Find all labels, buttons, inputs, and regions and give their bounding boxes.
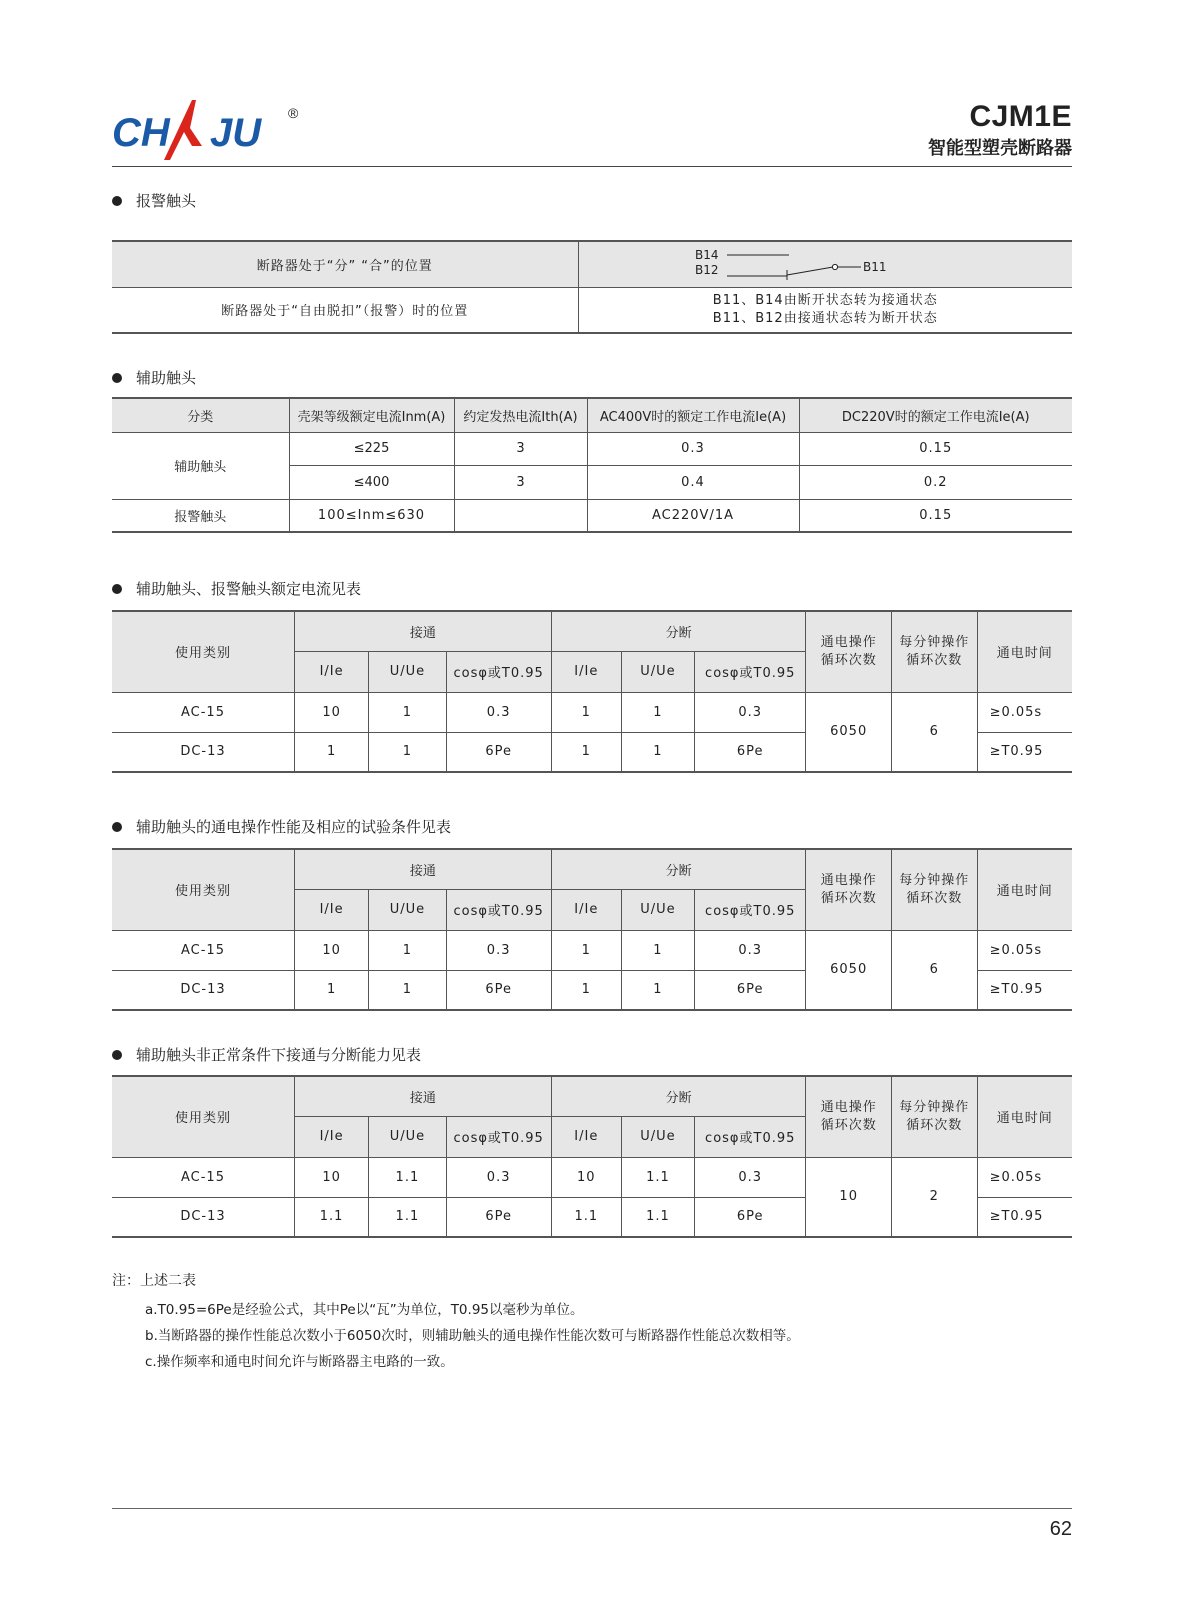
cell: 0.15	[799, 432, 1072, 465]
section-heading-aux: 辅助触头	[112, 367, 196, 388]
cell: 0.3	[695, 692, 806, 732]
cell: 1.1	[369, 1157, 446, 1197]
cell: 6Pe	[695, 732, 806, 772]
note-b: b.当断路器的操作性能总次数小于6050次时，则辅助触头的通电操作性能次数可与断路器作性能总次数相等。	[145, 1328, 800, 1344]
bullet-icon	[112, 196, 122, 206]
subheader-0: I/Ie	[295, 889, 369, 930]
col-time: 通电时间	[977, 611, 1072, 692]
per-minute-value: 6	[891, 930, 977, 1010]
subheader-1: U/Ue	[369, 889, 446, 930]
cell: 0.3	[446, 930, 551, 970]
cell: 0.3	[446, 1157, 551, 1197]
cell: 3	[454, 465, 587, 499]
cell: 报警触头	[112, 499, 289, 532]
subheader-2: cosφ或T0.95	[446, 889, 551, 930]
cell: ≤400	[289, 465, 454, 499]
table-row	[112, 432, 1072, 465]
cell: 1.1	[621, 1157, 694, 1197]
cell: 6Pe	[695, 970, 806, 1010]
aux-current-table	[112, 397, 1072, 533]
terminal-b14: B14	[695, 248, 719, 263]
alarm-row-open-close	[112, 241, 1072, 287]
col-per-minute: 每分钟操作循环次数	[891, 1076, 977, 1157]
note-a: a.T0.95=6Pe是经验公式，其中Pe以“瓦”为单位，T0.95以毫秒为单位。	[145, 1302, 584, 1318]
col-category: 使用类别	[112, 611, 295, 692]
state-change-line-1: B11、B14由断开状态转为接通状态	[712, 292, 938, 308]
time-value: ≥0.05s	[977, 930, 1072, 970]
col-time: 通电时间	[977, 1076, 1072, 1157]
header-row	[112, 849, 1072, 889]
cell: 1	[551, 970, 621, 1010]
performance-table	[112, 1075, 1072, 1238]
cell: 1.1	[295, 1197, 369, 1237]
notes-title: 注：上述二表	[112, 1273, 196, 1289]
col-cycles: 通电操作循环次数	[806, 611, 892, 692]
cell: AC-15	[112, 692, 295, 732]
table-row	[112, 1157, 1072, 1197]
cell: 10	[551, 1157, 621, 1197]
product-name: 智能型塑壳断路器	[928, 138, 1072, 159]
col-frame-current: 壳架等级额定电流Inm(A)	[289, 398, 454, 432]
subheader-1: U/Ue	[369, 1116, 446, 1157]
col-cycles: 通电操作循环次数	[806, 1076, 892, 1157]
per-minute-value: 2	[891, 1157, 977, 1237]
cell: 1	[551, 692, 621, 732]
cell: 1.1	[369, 1197, 446, 1237]
alarm-trip-label: 断路器处于“自由脱扣”（报警）时的位置	[112, 287, 578, 333]
cell: 1	[621, 732, 694, 772]
section-heading-table-2: 辅助触头的通电操作性能及相应的试验条件见表	[112, 816, 451, 837]
note-c: c.操作频率和通电时间允许与断路器主电路的一致。	[145, 1354, 454, 1370]
per-minute-value: 6	[891, 692, 977, 772]
subheader-5: cosφ或T0.95	[695, 651, 806, 692]
state-change-line-2: B11、B12由接通状态转为断开状态	[712, 310, 938, 326]
cell: DC-13	[112, 732, 295, 772]
logo-text-ju: JU	[210, 111, 262, 155]
cell: 6Pe	[446, 1197, 551, 1237]
cell: DC-13	[112, 970, 295, 1010]
section-heading-table-1: 辅助触头、报警触头额定电流见表	[112, 578, 361, 599]
col-category: 使用类别	[112, 1076, 295, 1157]
cell: 0.2	[799, 465, 1072, 499]
col-thermal-current: 约定发热电流Ith(A)	[454, 398, 587, 432]
alarm-position-label: 断路器处于“分” “合”的位置	[112, 241, 578, 287]
cell: 10	[295, 1157, 369, 1197]
col-category: 分类	[112, 398, 289, 432]
subheader-2: cosφ或T0.95	[446, 1116, 551, 1157]
cell: 6Pe	[446, 970, 551, 1010]
cell: AC220V/1A	[587, 499, 799, 532]
cell: 1	[621, 930, 694, 970]
cell: 1	[369, 970, 446, 1010]
performance-table	[112, 848, 1072, 1011]
cell: 1	[621, 970, 694, 1010]
cell: 1	[621, 692, 694, 732]
aux-group-label: 辅助触头	[112, 432, 289, 499]
chaju-logo	[112, 98, 307, 168]
cell: 0.3	[446, 692, 551, 732]
cell: AC-15	[112, 1157, 295, 1197]
cell: 10	[295, 692, 369, 732]
header-row	[112, 1076, 1072, 1116]
footer-divider	[112, 1508, 1072, 1509]
col-dc220-current: DC220V时的额定工作电流Ie(A)	[799, 398, 1072, 432]
contact-diagram-cell	[578, 241, 1072, 287]
section-heading-table-3: 辅助触头非正常条件下接通与分断能力见表	[112, 1044, 421, 1065]
time-value: ≥T0.95	[977, 732, 1072, 772]
bullet-icon	[112, 1050, 122, 1060]
bullet-icon	[112, 373, 122, 383]
subheader-4: U/Ue	[621, 889, 694, 930]
header-row	[112, 611, 1072, 651]
col-group-break: 分断	[551, 1076, 806, 1116]
col-per-minute: 每分钟操作循环次数	[891, 611, 977, 692]
col-category: 使用类别	[112, 849, 295, 930]
bullet-icon	[112, 822, 122, 832]
cell: 6Pe	[695, 1197, 806, 1237]
time-value: ≥0.05s	[977, 692, 1072, 732]
cell: 1	[369, 732, 446, 772]
cell: 0.3	[587, 432, 799, 465]
time-value: ≥T0.95	[977, 1197, 1072, 1237]
cell	[454, 499, 587, 532]
cell: DC-13	[112, 1197, 295, 1237]
cell: 1	[551, 930, 621, 970]
subheader-0: I/Ie	[295, 1116, 369, 1157]
contact-diagram	[695, 245, 955, 283]
cell: ≤225	[289, 432, 454, 465]
cell: 6Pe	[446, 732, 551, 772]
alarm-state-change	[578, 287, 1072, 333]
cell: AC-15	[112, 930, 295, 970]
cycles-value: 10	[806, 1157, 892, 1237]
terminal-b11: B11	[863, 260, 887, 275]
page-number: 62	[1049, 1518, 1072, 1540]
cell: 1.1	[551, 1197, 621, 1237]
subheader-0: I/Ie	[295, 651, 369, 692]
performance-table	[112, 610, 1072, 773]
col-group-make: 接通	[295, 1076, 552, 1116]
cell: 3	[454, 432, 587, 465]
col-cycles: 通电操作循环次数	[806, 849, 892, 930]
cell: 0.3	[695, 1157, 806, 1197]
cell: 1	[369, 692, 446, 732]
cell: 1	[295, 732, 369, 772]
cycles-value: 6050	[806, 930, 892, 1010]
col-time: 通电时间	[977, 849, 1072, 930]
subheader-5: cosφ或T0.95	[695, 1116, 806, 1157]
cell: 0.3	[695, 930, 806, 970]
col-group-break: 分断	[551, 611, 806, 651]
cell: 1	[369, 930, 446, 970]
header-divider	[112, 166, 1072, 167]
col-group-make: 接通	[295, 611, 552, 651]
col-group-break: 分断	[551, 849, 806, 889]
cell: 1	[551, 732, 621, 772]
time-value: ≥T0.95	[977, 970, 1072, 1010]
cell: 0.4	[587, 465, 799, 499]
bullet-icon	[112, 584, 122, 594]
product-model: CJM1E	[969, 100, 1072, 133]
col-group-make: 接通	[295, 849, 552, 889]
subheader-4: U/Ue	[621, 651, 694, 692]
alarm-table	[112, 240, 1072, 334]
cell: 100≤Inm≤630	[289, 499, 454, 532]
col-ac400-current: AC400V时的额定工作电流Ie(A)	[587, 398, 799, 432]
section-heading-alarm: 报警触头	[112, 190, 196, 211]
col-per-minute: 每分钟操作循环次数	[891, 849, 977, 930]
subheader-2: cosφ或T0.95	[446, 651, 551, 692]
cell: 10	[295, 930, 369, 970]
cell: 0.15	[799, 499, 1072, 532]
terminal-b12: B12	[695, 263, 719, 278]
subheader-3: I/Ie	[551, 651, 621, 692]
cell: 1	[295, 970, 369, 1010]
table-row	[112, 930, 1072, 970]
aux-header-row	[112, 398, 1072, 432]
subheader-3: I/Ie	[551, 1116, 621, 1157]
subheader-1: U/Ue	[369, 651, 446, 692]
time-value: ≥0.05s	[977, 1157, 1072, 1197]
subheader-5: cosφ或T0.95	[695, 889, 806, 930]
table-row	[112, 499, 1072, 532]
alarm-row-free-trip	[112, 287, 1072, 333]
cycles-value: 6050	[806, 692, 892, 772]
subheader-3: I/Ie	[551, 889, 621, 930]
cell: 1.1	[621, 1197, 694, 1237]
registered-mark: ®	[288, 105, 299, 121]
logo-text-ch: CH	[112, 111, 170, 155]
table-row	[112, 692, 1072, 732]
subheader-4: U/Ue	[621, 1116, 694, 1157]
